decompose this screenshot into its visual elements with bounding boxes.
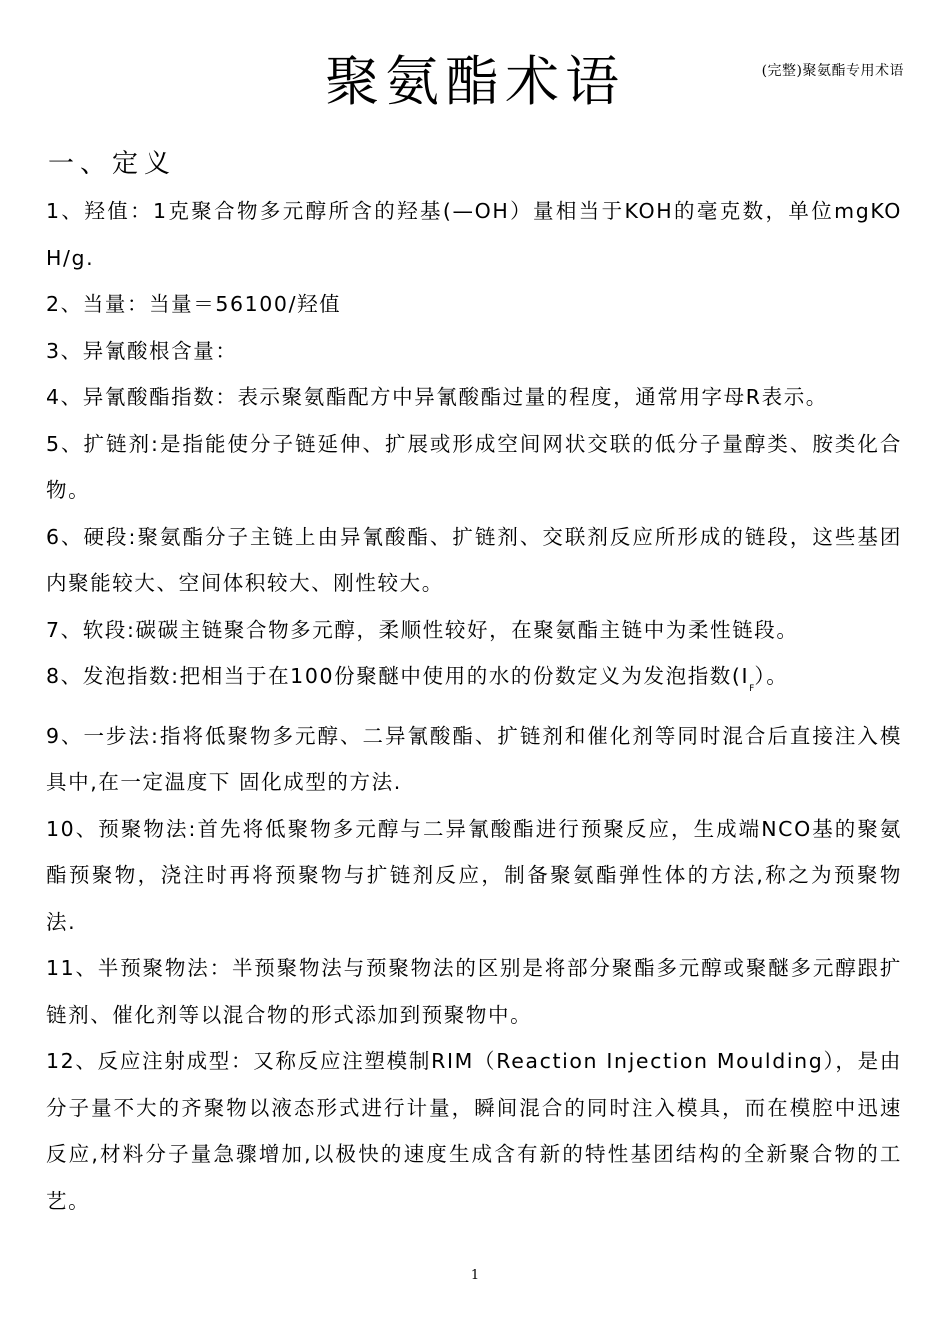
entry-definition: 当量＝56100/羟值: [149, 292, 342, 316]
entry-number: 10、: [46, 816, 99, 841]
definition-entry-reaction-injection-molding: [46, 1038, 902, 1224]
entry-term: 扩链剂:: [83, 431, 160, 456]
definition-entry-foaming-index: [46, 653, 902, 713]
definition-entry-prepolymer-process: [46, 806, 902, 946]
definition-entry-hydroxyl-value: [46, 188, 902, 281]
entry-definition: 指将低聚物多元醇、二异氰酸酯、扩链剂和催化剂等同时混合后直接注入模具中,在一定温度下 固化成型的方法.: [46, 723, 902, 794]
definition-entry-semi-prepolymer-process: [46, 945, 902, 1038]
entry-term: 半预聚物法：: [97, 956, 232, 980]
entry-definition: 是指能使分子链延伸、扩展或形成空间网状交联的低分子量醇类、胺类化合物。: [46, 431, 902, 502]
entry-term: 硬段:: [83, 524, 138, 549]
entry-term: 异氰酸根含量：: [82, 338, 238, 363]
entry-term: 羟值：: [84, 199, 153, 223]
entry-definition: 表示聚氨酯配方中异氰酸酯过量的程度，通常用字母R表示。: [237, 385, 828, 409]
entry-definition-tail: ）。: [754, 664, 789, 688]
entry-number: 4、: [46, 385, 83, 409]
entry-number: 1、: [46, 199, 85, 223]
entry-number: 7、: [46, 617, 83, 642]
entry-number: 6、: [46, 524, 84, 549]
entry-term: 软段:: [82, 617, 136, 642]
entry-definition: 把相当于在100份聚醚中使用的水的份数定义为发泡指数(I: [179, 664, 750, 688]
entry-definition: 1克聚合物多元醇所含的羟基(—OH）量相当于KOH的毫克数，单位mgKOH/g.: [46, 199, 902, 270]
entry-definition: 聚氨酯分子主链上由异氰酸酯、扩链剂、交联剂反应所形成的链段，这些基团内聚能较大、空间体积较大、刚性较大。: [46, 524, 902, 595]
entry-number: 2、: [46, 292, 83, 316]
page-number: 1: [470, 1268, 480, 1283]
entry-definition: 半预聚物法与预聚物法的区别是将部分聚酯多元醇或聚醚多元醇跟扩链剂、催化剂等以混合物的形式添加到预聚物中。: [46, 956, 902, 1027]
section-heading: 一、定义: [48, 149, 177, 179]
entry-definition: 首先将低聚物多元醇与二异氰酸酯进行预聚反应，生成端NCO基的聚氨酯预聚物，浇注时再将预聚物与扩链剂反应，制备聚氨酯弹性体的方法,称之为预聚物法.: [46, 816, 903, 934]
entry-number: 5、: [46, 431, 84, 456]
entry-number: 12、: [46, 1049, 98, 1073]
definition-entry-isocyanate-index: [46, 374, 902, 421]
entry-number: 3、: [46, 338, 83, 363]
entry-definition: 又称反应注塑模制RIM（Reaction Injection Moulding），是由分子量不大的齐聚物以液态形式进行计量，瞬间混合的同时注入模具，而在模腔中迅速反应,材料分子量急骤增加,以极快的速度生成含有新的特性基团结构的全新聚合物的工艺。: [46, 1049, 902, 1213]
definition-entry-chain-extender: [46, 421, 902, 514]
entry-term: 发泡指数:: [82, 664, 180, 688]
entry-definition: 碳碳主链聚合物多元醇，柔顺性较好，在聚氨酯主链中为柔性链段。: [135, 617, 799, 642]
entry-number: 8、: [46, 664, 83, 688]
document-title: 聚氨酯术语: [325, 50, 625, 113]
entry-term: 预聚物法:: [98, 816, 198, 841]
entry-number: 11、: [46, 956, 98, 980]
definition-list: [46, 188, 902, 1224]
entry-term: 反应注射成型：: [97, 1049, 254, 1073]
definition-entry-nco-content: [46, 328, 902, 375]
entry-term: 一步法:: [83, 723, 160, 748]
foaming-index-subscript: F: [749, 684, 755, 694]
running-header: (完整)聚氨酯专用术语: [761, 63, 904, 79]
definition-entry-soft-segment: [46, 607, 902, 654]
definition-entry-equivalent: [46, 281, 902, 328]
definition-entry-hard-segment: [46, 514, 902, 607]
entry-number: 9、: [46, 723, 84, 748]
entry-term: 异氰酸酯指数：: [82, 385, 238, 409]
definition-entry-one-shot-process: [46, 713, 902, 806]
entry-term: 当量：: [82, 292, 150, 316]
